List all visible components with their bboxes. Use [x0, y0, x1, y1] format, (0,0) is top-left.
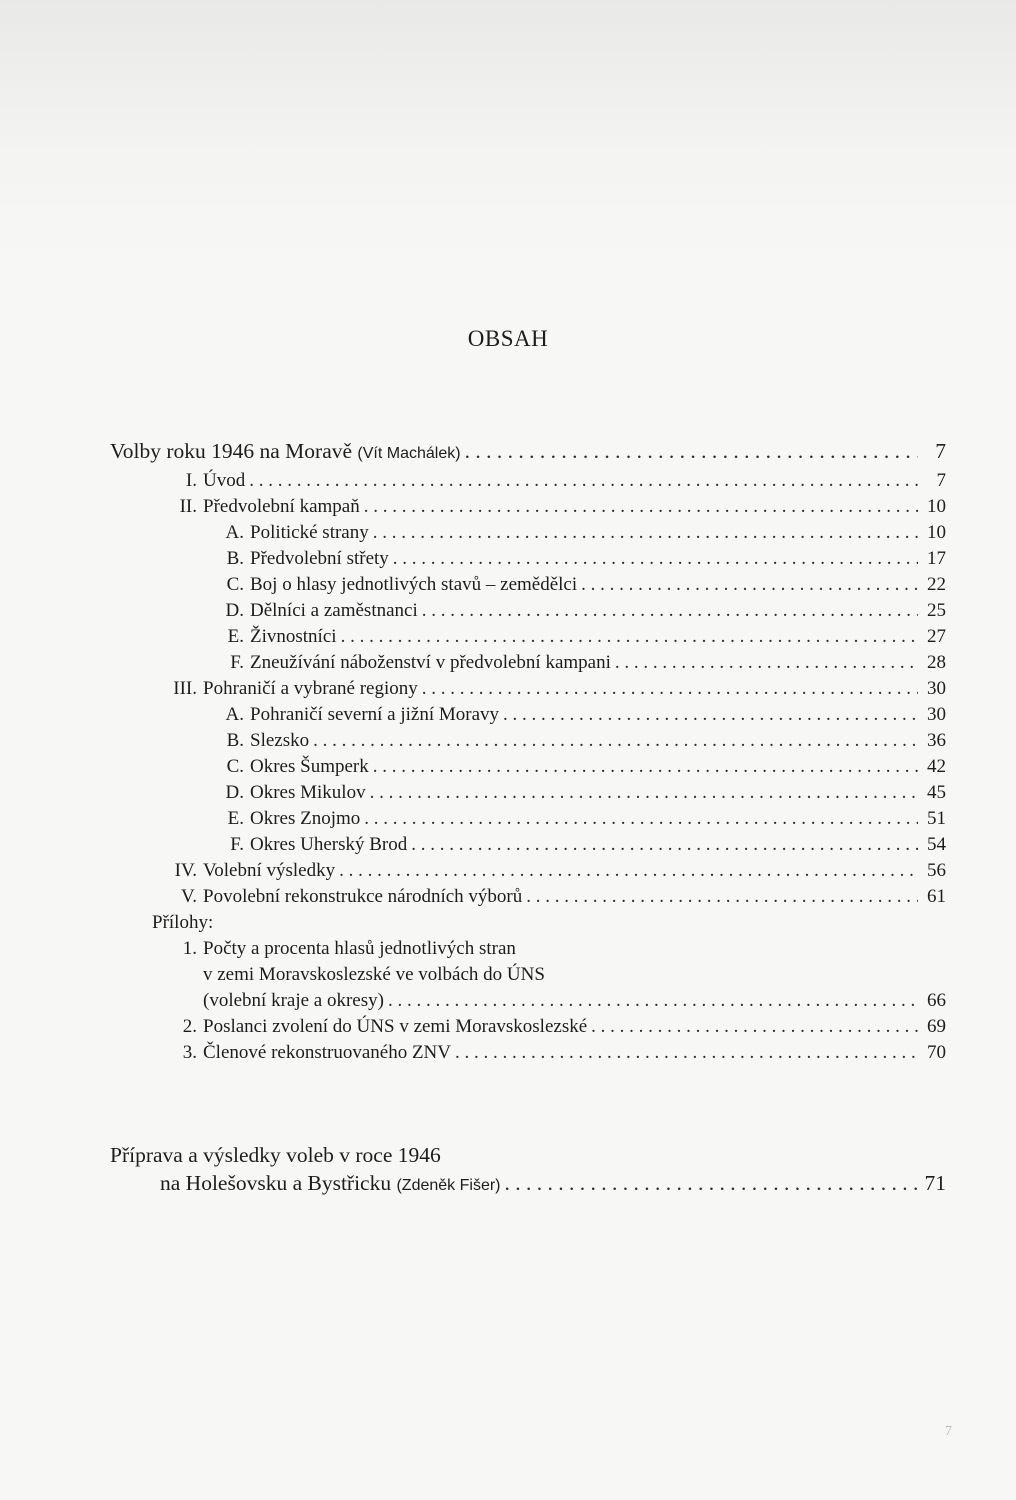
- toc-subentry: [230, 832, 946, 858]
- toc-subentry: [225, 520, 946, 546]
- entry-label: Okres Znojmo: [250, 808, 361, 829]
- entry-number: B.: [226, 730, 244, 751]
- dot-leader: [422, 676, 918, 702]
- entry-number: E.: [227, 626, 244, 647]
- entry-label: Dělníci a zaměstnanci: [250, 600, 418, 621]
- entry-label: Pohraničí severní a jižní Moravy: [250, 704, 500, 725]
- page-number: 17: [927, 548, 946, 569]
- appendix-entry-continued: [203, 962, 545, 988]
- dot-leader: [249, 468, 918, 494]
- toc-subentry: [226, 546, 946, 572]
- appendix-entry-continued: [203, 988, 946, 1014]
- entry-label-line: Počty a procenta hlasů jednotlivých stran: [203, 938, 516, 959]
- dot-leader: [364, 494, 918, 520]
- section-title: Příprava a výsledky voleb v roce 1946: [110, 1143, 441, 1167]
- entry-number: D.: [225, 782, 244, 803]
- entry-number: F.: [230, 834, 244, 855]
- page-number: 54: [927, 834, 946, 855]
- entry-number: V.: [180, 886, 197, 907]
- appendix-entry: [182, 1040, 946, 1066]
- entry-label: Úvod: [203, 470, 246, 491]
- entry-number: A.: [225, 704, 244, 725]
- page-number: 7: [935, 439, 946, 463]
- entry-number: A.: [225, 522, 244, 543]
- entry-label: Pohraničí a vybrané regiony: [203, 678, 418, 699]
- dot-leader: [313, 728, 918, 754]
- dot-leader: [591, 1014, 918, 1040]
- dot-leader: [422, 598, 918, 624]
- page-number: 51: [927, 808, 946, 829]
- section-author: (Vít Machálek): [357, 445, 461, 462]
- dot-leader: [411, 832, 918, 858]
- toc-subentry: [226, 728, 946, 754]
- dot-leader: [615, 650, 918, 676]
- dot-leader: [455, 1040, 918, 1066]
- section-title-line: na Holešovsku a Bystřicku: [160, 1171, 392, 1195]
- dot-leader: [503, 702, 918, 728]
- entry-label: Poslanci zvolení do ÚNS v zemi Moravskoslezské: [203, 1016, 588, 1037]
- dot-leader: [388, 988, 918, 1014]
- entry-label: Povolební rekonstrukce národních výborů: [203, 886, 523, 907]
- entry-label: Okres Uherský Brod: [250, 834, 408, 855]
- toc-subentry: [227, 806, 946, 832]
- page-number: 66: [927, 990, 946, 1011]
- entry-number: B.: [226, 548, 244, 569]
- toc-subentry: [225, 780, 946, 806]
- dot-leader: [370, 780, 918, 806]
- entry-number: E.: [227, 808, 244, 829]
- entry-number: 1.: [182, 938, 197, 959]
- entry-number: 2.: [182, 1016, 197, 1037]
- dot-leader: [364, 806, 918, 832]
- dot-leader: [339, 858, 918, 884]
- dot-leader: [505, 1170, 919, 1196]
- toc-entry: [185, 468, 946, 494]
- entry-label: Politické strany: [250, 522, 369, 543]
- entry-number: II.: [179, 496, 197, 517]
- dot-leader: [373, 520, 918, 546]
- dot-leader: [465, 438, 918, 464]
- page-number: 45: [927, 782, 946, 803]
- entry-number: C.: [226, 756, 244, 777]
- toc-subentry: [226, 754, 946, 780]
- entry-label-line: v zemi Moravskoslezské ve volbách do ÚNS: [203, 964, 545, 985]
- dot-leader: [373, 754, 918, 780]
- page-number: 27: [927, 626, 946, 647]
- entry-label: Předvolební střety: [250, 548, 389, 569]
- dot-leader: [341, 624, 918, 650]
- page-number: 36: [927, 730, 946, 751]
- appendix-entry: [182, 936, 516, 962]
- toc-subentry: [225, 598, 946, 624]
- dot-leader: [526, 884, 918, 910]
- appendix-entry: [182, 1014, 946, 1040]
- page-number: 56: [927, 860, 946, 881]
- section-author: (Zdeněk Fišer): [396, 1177, 501, 1194]
- entry-label: Boj o hlasy jednotlivých stavů – zemědělci: [250, 574, 578, 595]
- entry-number: D.: [225, 600, 244, 621]
- page-number: 42: [927, 756, 946, 777]
- section-title: Volby roku 1946 na Moravě: [110, 439, 353, 463]
- toc-subentry: [226, 572, 946, 598]
- toc-subentry: [230, 650, 946, 676]
- dot-leader: [581, 572, 918, 598]
- entry-label: Předvolební kampaň: [203, 496, 360, 517]
- entry-label: Členové rekonstruovaného ZNV: [203, 1042, 451, 1063]
- page-title: OBSAH: [467, 326, 549, 351]
- page-number: 22: [927, 574, 946, 595]
- entry-label-line: (volební kraje a okresy): [203, 990, 384, 1011]
- page-number: 10: [927, 522, 946, 543]
- entry-label: Volební výsledky: [203, 860, 336, 881]
- dot-leader: [393, 546, 918, 572]
- page-number: 10: [927, 496, 946, 517]
- entry-label: Slezsko: [250, 730, 310, 751]
- entry-label: Zneužívání náboženství v předvolební kampani: [250, 652, 611, 673]
- entry-number: F.: [230, 652, 244, 673]
- entry-number: III.: [173, 678, 197, 699]
- page-number: 69: [927, 1016, 946, 1037]
- toc-entry: [173, 676, 946, 702]
- toc-section-heading: [110, 438, 946, 467]
- page-number: 28: [927, 652, 946, 673]
- entry-number: C.: [226, 574, 244, 595]
- toc-entry: [179, 494, 946, 520]
- page-number: 25: [927, 600, 946, 621]
- appendix-heading: Přílohy:: [152, 912, 214, 933]
- toc-entry: [174, 858, 946, 884]
- page-number: 70: [927, 1042, 946, 1063]
- page-number: 30: [927, 704, 946, 725]
- page-number: 30: [927, 678, 946, 699]
- toc-section-heading: [160, 1170, 946, 1199]
- page-number: 7: [936, 470, 946, 491]
- entry-number: IV.: [174, 860, 197, 881]
- entry-label: Živnostníci: [250, 626, 337, 647]
- toc-subentry: [227, 624, 946, 650]
- entry-number: 3.: [182, 1042, 197, 1063]
- page-number: 71: [924, 1171, 946, 1195]
- page-number: 61: [927, 886, 946, 907]
- toc-entry: [180, 884, 946, 910]
- page-folio: 7: [945, 1424, 952, 1439]
- entry-label: Okres Šumperk: [250, 756, 369, 777]
- entry-label: Okres Mikulov: [250, 782, 366, 803]
- entry-number: I.: [185, 470, 197, 491]
- toc-subentry: [225, 702, 946, 728]
